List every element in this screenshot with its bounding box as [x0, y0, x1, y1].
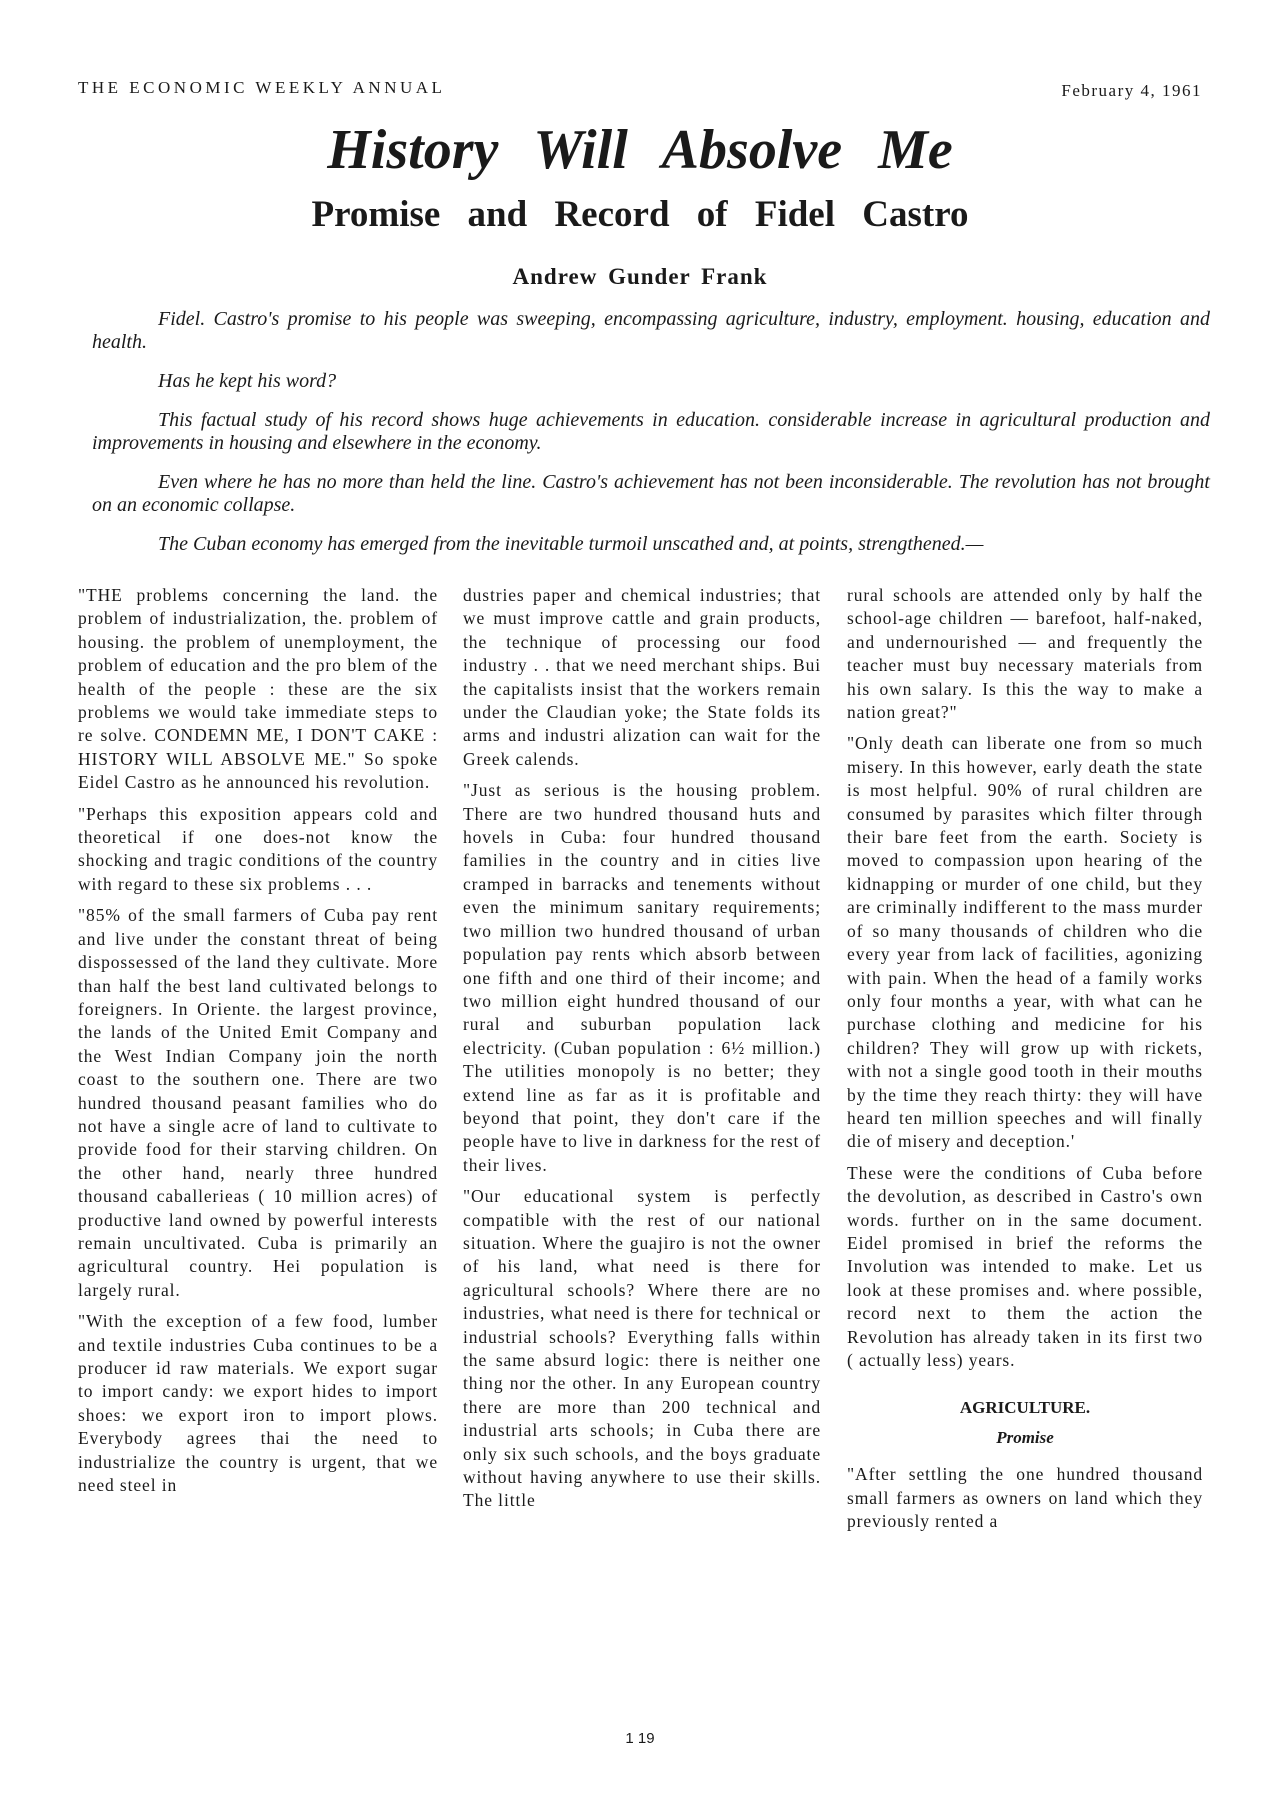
- text-column-1: [78, 584, 438, 1505]
- intro-paragraph: Even where he has no more than held the line. Castro's achievement has not been inconsiderable. The revolution has not brought on an economic collapse.: [92, 471, 1210, 516]
- body-paragraph: "85% of the small farmers of Cuba pay rent and live under the constant threat of being dispossessed of the land they cultivate. More than half the best land cultivated belongs to foreigners. In Oriente. the largest province, the lands of the United Emit Company and the West Indian Company join the north coast to the southern one. There are two hundred thousand peasant families who do not have a single acre of land to cultivate to provide food for their starving children. On the other hand, nearly three hundred thousand caballerieas ( 10 million acres) of productive land owned by powerful interests remain uncultivated. Cuba is primarily an agricultural country. Hei population is largely rural.: [78, 905, 438, 1300]
- section-heading: AGRICULTURE.: [959, 1398, 1091, 1418]
- body-paragraph: dustries paper and chemical industries; that we must improve cattle and grain products, the technique of processing our food industry . . that we need merchant ships. Bui the capitalists insist that the workers remain under the Claudian yoke; the State folds its arms and industri alization can wait for the Greek calends.: [463, 585, 821, 769]
- body-paragraph: "Only death can liberate one from so much misery. In this however, early death the state is most helpful. 90% of rural children are consumed by parasites which filter through their bare feet from the earth. Society is moved to compassion upon hearing of the kidnapping or murder of one child, but they are criminally indifferent to the mass murder of so many thousands of children who die every year from lack of facilities, agonizing with pain. When the head of a family works only four months a year, with what can he purchase clothing and medicine for his children? They will grow up with rickets, with not a single good tooth in their mouths by the time they reach thirty: they will have heard ten million speeches and will finally die of misery and deception.': [847, 733, 1203, 1152]
- body-paragraph: "THE problems concerning the land. the problem of industrialization, the. problem of housing. the problem of unemployment, the problem of education and the pro blem of the health of the people : these are the six problems we would take immediate steps to re solve. CONDEMN ME, I DON'T CAKE : HISTORY WILL ABSOLVE ME." So spoke Eidel Castro as he announced his revolution.: [78, 585, 438, 793]
- running-head: [78, 78, 1202, 104]
- intro-paragraph: Has he kept his word?: [158, 370, 337, 392]
- body-paragraph: "Perhaps this exposition appears cold and theoretical if one does-not know the shocking and tragic conditions of the country with regard to these six problems . . .: [78, 803, 438, 894]
- body-paragraph: These were the conditions of Cuba before the devolution, as described in Castro's own words. further on in the same document. Eidel promised in brief the reforms the Involution was intended to make. Let us look at these promises and. where possible, record next to them the action the Revolution has already taken in its first two ( actually less) years.: [847, 1162, 1203, 1370]
- author-byline: Andrew Gunder Frank: [512, 264, 768, 289]
- publication-name: THE ECONOMIC WEEKLY ANNUAL: [78, 78, 446, 97]
- intro-paragraph: Fidel. Castro's promise to his people was sweeping, encompassing agriculture, industry, employment. housing, education and health.: [92, 308, 1210, 353]
- body-paragraph: "Our educational system is perfectly compatible with the rest of our national situation. Where the guajiro is not the owner of his land, what need is there for agricultural schools? Where there are no industries, what need is there for technical or industrial schools? Everything falls within the same absurd logic: there is neither one thing nor the other. In any European country there are more than 200 technical and industrial arts schools; in Cuba there are only six such schools, and the boys graduate without having anywhere to use their skills. The little: [463, 1186, 821, 1511]
- intro-paragraph: This factual study of his record shows huge achievements in education. considerable increase in agricultural production and improvements in housing and elsewhere in the economy.: [92, 409, 1210, 454]
- body-paragraph: "With the exception of a few food, lumber and textile industries Cuba continues to be a producer id raw materials. We export sugar to import candy: we export hides to import shoes: we export iron to import plows. Everybody agrees thai the need to industrialize the country is urgent, that we need steel in: [78, 1311, 438, 1496]
- intro-standfirst: [92, 308, 1210, 572]
- text-column-3: [847, 584, 1203, 1541]
- body-paragraph: rural schools are attended only by half the school-age children — barefoot, half-naked, and undernourished — and frequently the teacher must buy necessary materials from his own salary. Is this the way to make a nation great?": [847, 585, 1203, 723]
- article-title: History Will Absolve Me: [327, 119, 953, 181]
- body-paragraph: "Just as serious is the housing problem. There are two hundred thousand huts and hovels in Cuba: four hundred thousand families in the country and in cities live cramped in barracks and tenements without even the minimum sanitary requirements; two million two hundred thousand of urban population pay rents which absorb between one fifth and one third of their income; and two million eight hundred thousand of our rural and suburban population lack electricity. (Cuban population : 6½ million.) The utilities monopoly is no better; they extend line as far as it is profitable and beyond that point, they don't care if the people have to live in darkness for the rest of their lives.: [463, 780, 821, 1175]
- text-column-2: [463, 584, 821, 1521]
- body-paragraph: "After settling the one hundred thousand small farmers as owners on land which they previously rented a: [847, 1464, 1203, 1532]
- article-subtitle: Promise and Record of Fidel Castro: [311, 194, 969, 235]
- section-subheading: Promise: [996, 1427, 1054, 1447]
- intro-paragraph: The Cuban economy has emerged from the inevitable turmoil unscathed and, at points, strengthened.—: [158, 533, 984, 555]
- page-number: 1 19: [625, 1730, 655, 1747]
- issue-date: February 4, 1961: [1061, 81, 1202, 100]
